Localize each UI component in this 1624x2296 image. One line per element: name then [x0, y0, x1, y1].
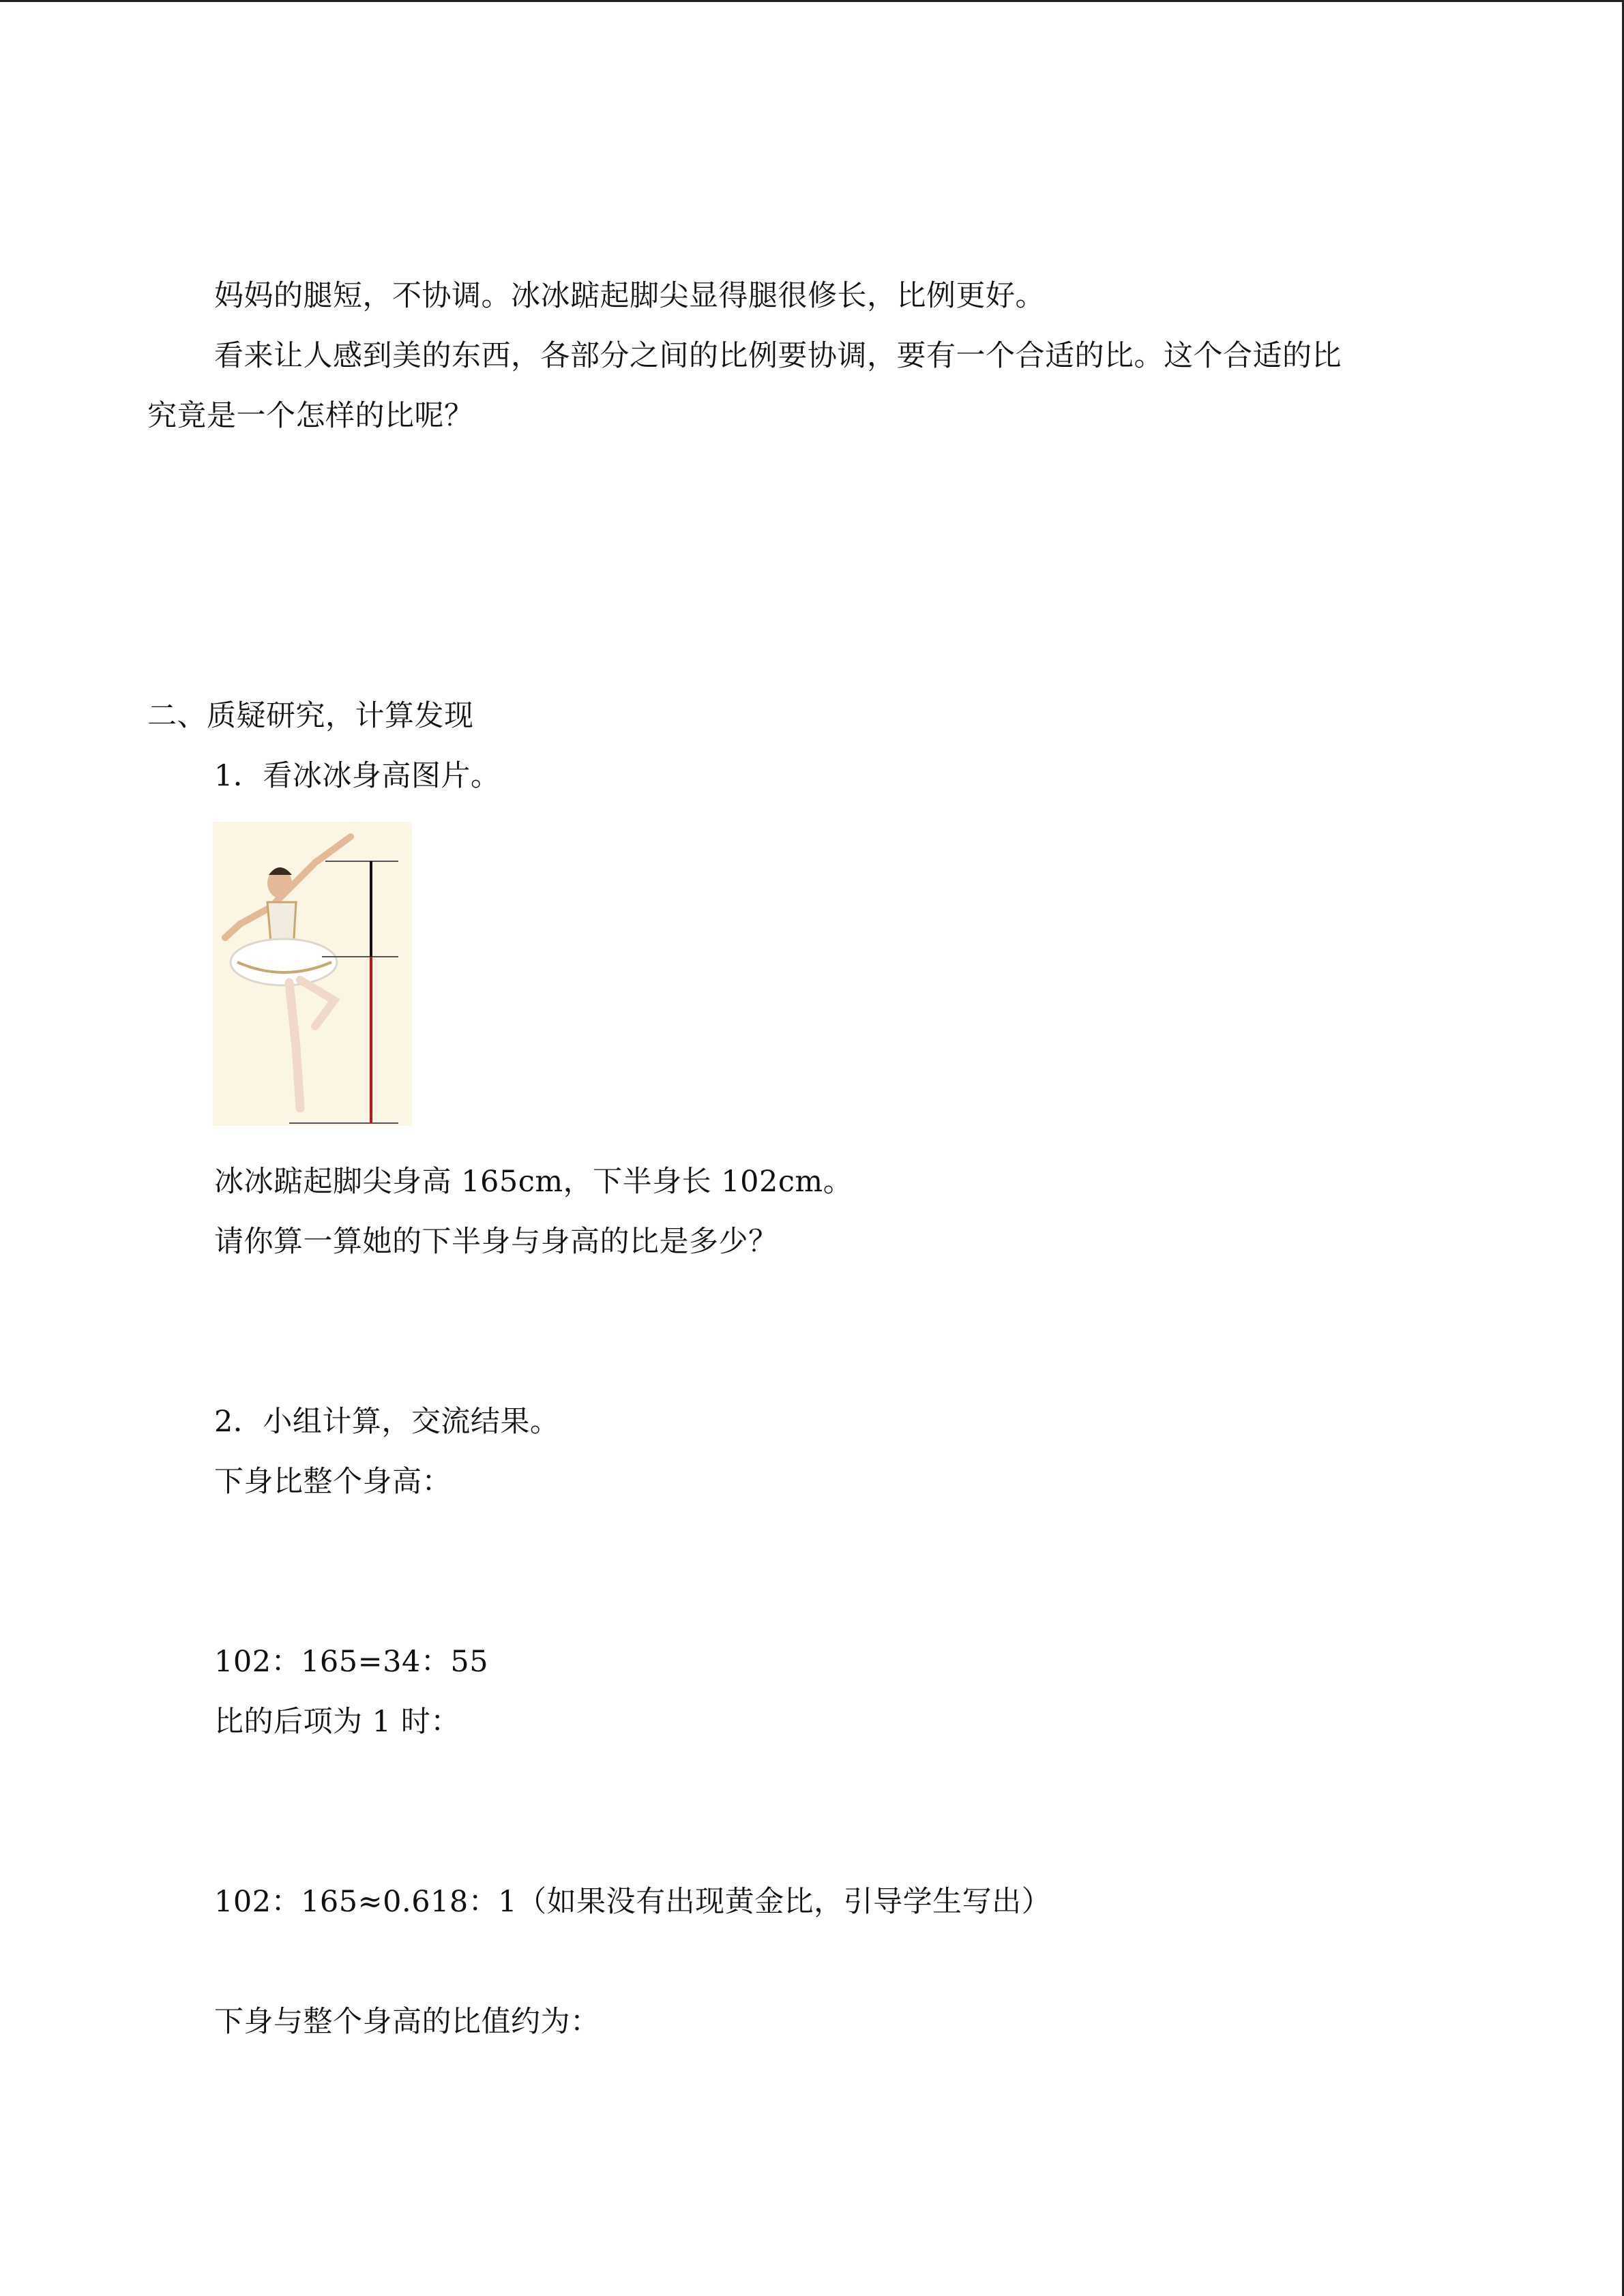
ballerina-height-figure — [213, 822, 412, 1126]
consequent-one-label: 比的后项为 1 时： — [214, 1705, 460, 1739]
page-top-border — [0, 0, 1624, 2]
step-1-text: 1．看冰冰身高图片。 — [214, 759, 501, 793]
intro-paragraph-line-3: 究竟是一个怎样的比呢？ — [147, 399, 474, 433]
intro-paragraph-line-2: 看来让人感到美的东西，各部分之间的比例要协调，要有一个合适的比。这个合适的比 — [214, 339, 1342, 373]
height-fact: 冰冰踮起脚尖身高 165cm，下半身长 102cm。 — [214, 1165, 853, 1199]
step-2-text: 2．小组计算，交流结果。 — [214, 1405, 560, 1439]
calculation-question: 请你算一算她的下半身与身高的比是多少？ — [214, 1225, 778, 1259]
ratio-value-label: 下身与整个身高的比值约为： — [214, 2005, 600, 2039]
simplified-ratio: 102：165=34：55 — [214, 1645, 489, 1679]
tutu-icon — [231, 939, 337, 985]
lower-to-whole-label: 下身比整个身高： — [214, 1465, 452, 1499]
intro-paragraph-line-1: 妈妈的腿短，不协调。冰冰踮起脚尖显得腿很修长，比例更好。 — [214, 279, 1045, 313]
unit-ratio-line: 102：165≈0.618：1（如果没有出现黄金比，引导学生写出） — [214, 1885, 1052, 1919]
section-heading: 二、质疑研究，计算发现 — [147, 699, 474, 733]
